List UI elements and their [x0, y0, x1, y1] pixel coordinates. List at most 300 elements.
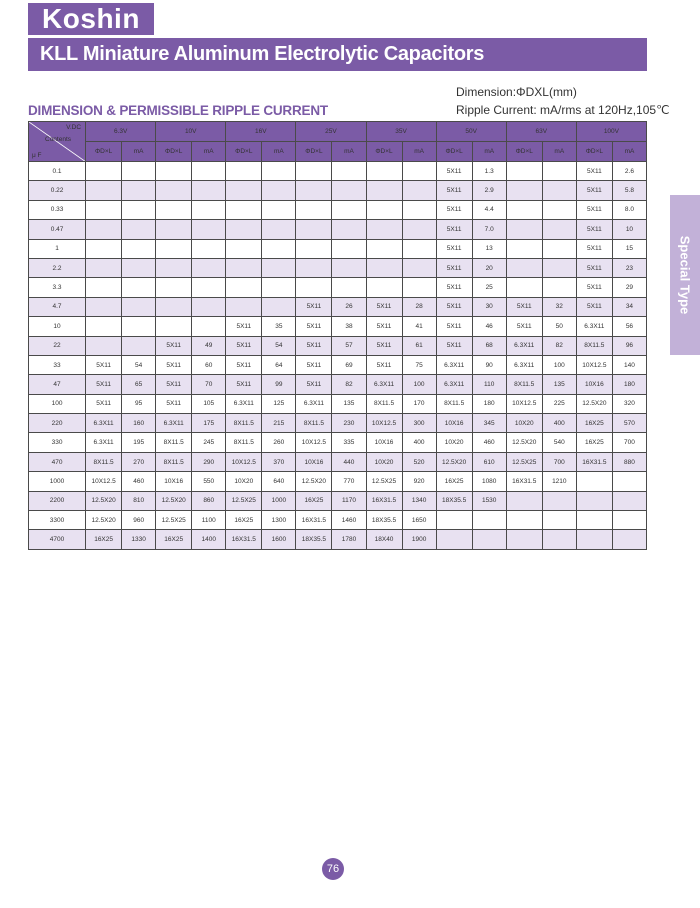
dimension-cell: 16X31.5 — [226, 530, 262, 549]
dimension-subheader: ΦD×L — [366, 142, 402, 162]
dimension-cell: 6.3X11 — [86, 414, 122, 433]
table-row — [29, 258, 647, 277]
dimension-cell: 12.5X25 — [226, 491, 262, 510]
ripple-current-cell: 170 — [402, 394, 436, 413]
ripple-current-cell: 215 — [262, 414, 296, 433]
ripple-subheader: mA — [542, 142, 576, 162]
dimension-cell — [156, 297, 192, 316]
table-row — [29, 297, 647, 316]
ripple-current-cell: 61 — [402, 336, 436, 355]
ripple-current-cell — [332, 239, 366, 258]
dimension-cell — [506, 162, 542, 181]
ripple-current-cell: 300 — [402, 414, 436, 433]
ripple-current-cell: 10 — [612, 220, 646, 239]
ripple-current-cell: 1000 — [262, 491, 296, 510]
dimension-cell — [366, 220, 402, 239]
dimension-cell: 5X11 — [436, 220, 472, 239]
voltage-header-row — [29, 122, 647, 142]
dimension-cell: 10X16 — [296, 452, 332, 471]
dimension-cell: 5X11 — [226, 336, 262, 355]
dimension-subheader: ΦD×L — [226, 142, 262, 162]
ripple-current-cell — [542, 278, 576, 297]
ripple-current-cell: 110 — [472, 375, 506, 394]
dimension-cell — [506, 278, 542, 297]
ripple-current-cell: 260 — [262, 433, 296, 452]
ripple-current-cell: 20 — [472, 258, 506, 277]
ripple-current-cell: 640 — [262, 472, 296, 491]
table-row — [29, 278, 647, 297]
dimension-cell — [156, 162, 192, 181]
dimension-cell — [436, 530, 472, 549]
table-corner-cell — [29, 122, 86, 162]
dimension-cell: 5X11 — [156, 375, 192, 394]
ripple-current-cell — [262, 162, 296, 181]
ripple-current-cell: 32 — [542, 297, 576, 316]
dimension-cell: 5X11 — [436, 181, 472, 200]
ripple-current-cell: 100 — [402, 375, 436, 394]
table-row — [29, 414, 647, 433]
dimension-cell: 6.3X11 — [506, 336, 542, 355]
capacitance-cell: 1000 — [29, 472, 86, 491]
page-number: 76 — [322, 858, 344, 880]
ripple-current-cell: 8.0 — [612, 200, 646, 219]
capacitance-cell: 2200 — [29, 491, 86, 510]
table-row — [29, 433, 647, 452]
dimension-cell — [226, 181, 262, 200]
ripple-current-cell — [192, 181, 226, 200]
ripple-current-cell: 180 — [472, 394, 506, 413]
table-row — [29, 472, 647, 491]
table-row — [29, 200, 647, 219]
ripple-current-cell: 1080 — [472, 472, 506, 491]
dimension-subheader: ΦD×L — [156, 142, 192, 162]
dimension-cell — [86, 317, 122, 336]
ripple-current-cell: 610 — [472, 452, 506, 471]
ripple-current-cell: 1100 — [192, 511, 226, 530]
ripple-current-cell — [192, 162, 226, 181]
ripple-current-cell: 96 — [612, 336, 646, 355]
dimension-cell — [506, 511, 542, 530]
table-body — [29, 162, 647, 550]
dimension-cell — [576, 511, 612, 530]
ripple-current-cell: 69 — [332, 355, 366, 374]
capacitance-cell: 22 — [29, 336, 86, 355]
dimension-cell: 12.5X20 — [86, 511, 122, 530]
dimension-cell — [156, 200, 192, 219]
dimension-cell: 10X12.5 — [576, 355, 612, 374]
dimension-cell: 16X31.5 — [506, 472, 542, 491]
capacitance-cell: 3.3 — [29, 278, 86, 297]
dimension-cell: 10X12.5 — [226, 452, 262, 471]
voltage-header: 35V — [366, 122, 436, 142]
dimension-cell: 16X25 — [576, 433, 612, 452]
dimension-cell: 12.5X20 — [436, 452, 472, 471]
dimension-cell: 5X11 — [366, 355, 402, 374]
dimension-cell: 18X35.5 — [436, 491, 472, 510]
ripple-current-note: Ripple Current: mA/rms at 120Hz,105℃ — [456, 103, 670, 117]
ripple-current-cell: 195 — [122, 433, 156, 452]
ripple-current-cell: 125 — [262, 394, 296, 413]
dimension-cell — [576, 472, 612, 491]
table-row — [29, 220, 647, 239]
ripple-current-cell: 41 — [402, 317, 436, 336]
ripple-current-cell: 50 — [542, 317, 576, 336]
dimension-subheader: ΦD×L — [436, 142, 472, 162]
dimension-cell — [296, 239, 332, 258]
ripple-current-cell: 1600 — [262, 530, 296, 549]
ripple-subheader: mA — [612, 142, 646, 162]
dimension-cell: 10X12.5 — [506, 394, 542, 413]
dimension-cell — [156, 220, 192, 239]
ripple-current-cell: 810 — [122, 491, 156, 510]
dimension-cell: 10X16 — [436, 414, 472, 433]
ripple-current-cell: 135 — [542, 375, 576, 394]
ripple-current-cell: 105 — [192, 394, 226, 413]
dimension-cell: 5X11 — [436, 239, 472, 258]
capacitance-cell: 100 — [29, 394, 86, 413]
dimension-cell: 5X11 — [436, 200, 472, 219]
ripple-current-cell: 15 — [612, 239, 646, 258]
dimension-cell — [156, 239, 192, 258]
dimension-cell — [296, 162, 332, 181]
ripple-current-cell — [122, 200, 156, 219]
capacitance-cell: 4.7 — [29, 297, 86, 316]
dimension-cell — [156, 258, 192, 277]
dimension-cell: 5X11 — [576, 162, 612, 181]
ripple-current-cell — [402, 239, 436, 258]
ripple-current-cell: 460 — [472, 433, 506, 452]
ripple-current-cell: 140 — [612, 355, 646, 374]
dimension-cell: 8X11.5 — [506, 375, 542, 394]
capacitance-cell: 1 — [29, 239, 86, 258]
ripple-current-cell: 270 — [122, 452, 156, 471]
dimension-cell — [366, 162, 402, 181]
dimension-cell: 16X31.5 — [296, 511, 332, 530]
dimension-cell: 16X25 — [86, 530, 122, 549]
dimension-cell — [506, 220, 542, 239]
table-row — [29, 181, 647, 200]
ripple-current-cell — [192, 200, 226, 219]
dimension-cell — [506, 181, 542, 200]
capacitance-cell: 2.2 — [29, 258, 86, 277]
corner-uf-label: μ F — [32, 152, 42, 159]
dimension-cell — [366, 181, 402, 200]
capacitance-cell: 0.47 — [29, 220, 86, 239]
dimension-subheader: ΦD×L — [506, 142, 542, 162]
dimension-cell: 10X16 — [156, 472, 192, 491]
dimension-cell: 8X11.5 — [156, 433, 192, 452]
dimension-cell — [436, 511, 472, 530]
voltage-header: 50V — [436, 122, 506, 142]
brand-logo: Koshin — [28, 3, 154, 35]
ripple-current-cell — [402, 258, 436, 277]
ripple-current-cell — [542, 530, 576, 549]
capacitance-cell: 330 — [29, 433, 86, 452]
dimension-cell — [506, 200, 542, 219]
ripple-current-cell: 99 — [262, 375, 296, 394]
dimension-subheader: ΦD×L — [86, 142, 122, 162]
dimension-cell: 5X11 — [226, 355, 262, 374]
ripple-subheader: mA — [402, 142, 436, 162]
dimension-cell: 5X11 — [436, 336, 472, 355]
ripple-current-cell: 1530 — [472, 491, 506, 510]
dimension-cell — [86, 200, 122, 219]
ripple-current-cell: 1340 — [402, 491, 436, 510]
ripple-current-cell: 46 — [472, 317, 506, 336]
dimension-cell: 10X20 — [436, 433, 472, 452]
subheader-row — [29, 142, 647, 162]
ripple-current-cell: 28 — [402, 297, 436, 316]
table-row — [29, 317, 647, 336]
ripple-current-cell — [262, 239, 296, 258]
dimension-cell: 5X11 — [576, 278, 612, 297]
capacitance-cell: 220 — [29, 414, 86, 433]
ripple-current-cell — [192, 258, 226, 277]
dimension-cell: 12.5X25 — [366, 472, 402, 491]
dimension-cell — [226, 297, 262, 316]
voltage-header: 10V — [156, 122, 226, 142]
ripple-current-cell: 13 — [472, 239, 506, 258]
ripple-current-cell — [472, 530, 506, 549]
dimension-cell: 10X12.5 — [366, 414, 402, 433]
ripple-current-cell — [542, 162, 576, 181]
ripple-current-cell — [122, 336, 156, 355]
dimension-cell — [576, 491, 612, 510]
dimension-cell — [86, 162, 122, 181]
dimension-cell: 12.5X20 — [296, 472, 332, 491]
dimension-cell — [226, 258, 262, 277]
ripple-current-cell: 49 — [192, 336, 226, 355]
dimension-cell — [86, 239, 122, 258]
dimension-cell: 10X20 — [366, 452, 402, 471]
ripple-current-cell — [192, 317, 226, 336]
spec-table — [28, 121, 647, 550]
dimension-cell: 18X40 — [366, 530, 402, 549]
capacitance-cell: 470 — [29, 452, 86, 471]
ripple-current-cell — [122, 162, 156, 181]
capacitance-cell: 0.33 — [29, 200, 86, 219]
ripple-current-cell: 245 — [192, 433, 226, 452]
dimension-cell: 5X11 — [366, 297, 402, 316]
ripple-current-cell — [122, 297, 156, 316]
ripple-current-cell: 65 — [122, 375, 156, 394]
ripple-current-cell: 880 — [612, 452, 646, 471]
ripple-subheader: mA — [122, 142, 156, 162]
side-tab-label: Special Type — [677, 235, 693, 315]
dimension-cell: 12.5X20 — [86, 491, 122, 510]
dimension-cell: 10X16 — [576, 375, 612, 394]
dimension-cell: 12.5X25 — [156, 511, 192, 530]
ripple-current-cell: 175 — [192, 414, 226, 433]
ripple-current-cell: 135 — [332, 394, 366, 413]
table-row — [29, 375, 647, 394]
ripple-current-cell: 95 — [122, 394, 156, 413]
ripple-current-cell: 4.4 — [472, 200, 506, 219]
dimension-cell: 8X11.5 — [156, 452, 192, 471]
ripple-current-cell: 1330 — [122, 530, 156, 549]
ripple-current-cell: 34 — [612, 297, 646, 316]
side-tab-special-type — [670, 195, 700, 355]
dimension-note: Dimension:ΦDXL(mm) — [456, 85, 577, 99]
dimension-cell — [86, 181, 122, 200]
dimension-cell: 5X11 — [296, 336, 332, 355]
table-row — [29, 530, 647, 549]
dimension-cell — [506, 258, 542, 277]
dimension-cell: 18X35.5 — [366, 511, 402, 530]
dimension-cell: 6.3X11 — [86, 433, 122, 452]
ripple-current-cell: 1.3 — [472, 162, 506, 181]
dimension-cell: 6.3X11 — [226, 394, 262, 413]
ripple-current-cell — [332, 278, 366, 297]
capacitance-cell: 47 — [29, 375, 86, 394]
dimension-cell: 12.5X20 — [506, 433, 542, 452]
ripple-current-cell: 54 — [262, 336, 296, 355]
ripple-current-cell — [122, 317, 156, 336]
ripple-current-cell — [542, 181, 576, 200]
ripple-current-cell: 1900 — [402, 530, 436, 549]
dimension-cell — [156, 317, 192, 336]
ripple-current-cell — [262, 278, 296, 297]
ripple-current-cell: 370 — [262, 452, 296, 471]
dimension-subheader: ΦD×L — [296, 142, 332, 162]
dimension-cell — [86, 336, 122, 355]
dimension-cell: 6.3X11 — [156, 414, 192, 433]
ripple-subheader: mA — [262, 142, 296, 162]
ripple-current-cell — [402, 162, 436, 181]
ripple-current-cell: 230 — [332, 414, 366, 433]
dimension-cell: 8X11.5 — [226, 433, 262, 452]
voltage-header: 16V — [226, 122, 296, 142]
ripple-current-cell: 700 — [542, 452, 576, 471]
dimension-cell — [226, 278, 262, 297]
ripple-current-cell: 920 — [402, 472, 436, 491]
ripple-current-cell: 75 — [402, 355, 436, 374]
ripple-current-cell: 1460 — [332, 511, 366, 530]
dimension-cell — [86, 220, 122, 239]
table-row — [29, 355, 647, 374]
ripple-current-cell — [262, 220, 296, 239]
ripple-current-cell — [542, 491, 576, 510]
ripple-current-cell: 56 — [612, 317, 646, 336]
ripple-current-cell: 860 — [192, 491, 226, 510]
dimension-cell: 5X11 — [436, 278, 472, 297]
ripple-current-cell: 1210 — [542, 472, 576, 491]
ripple-current-cell — [542, 200, 576, 219]
ripple-current-cell — [542, 511, 576, 530]
ripple-current-cell: 160 — [122, 414, 156, 433]
dimension-cell: 10X20 — [226, 472, 262, 491]
dimension-cell: 5X11 — [576, 297, 612, 316]
ripple-current-cell — [192, 239, 226, 258]
dimension-cell — [296, 258, 332, 277]
ripple-current-cell: 335 — [332, 433, 366, 452]
voltage-header: 25V — [296, 122, 366, 142]
dimension-cell: 5X11 — [86, 394, 122, 413]
ripple-current-cell: 180 — [612, 375, 646, 394]
dimension-cell — [366, 278, 402, 297]
ripple-current-cell: 400 — [542, 414, 576, 433]
ripple-subheader: mA — [332, 142, 366, 162]
dimension-cell — [226, 200, 262, 219]
ripple-current-cell — [122, 258, 156, 277]
capacitance-cell: 3300 — [29, 511, 86, 530]
dimension-cell — [366, 239, 402, 258]
dimension-cell: 5X11 — [226, 317, 262, 336]
ripple-current-cell — [122, 278, 156, 297]
dimension-cell — [296, 200, 332, 219]
ripple-current-cell: 54 — [122, 355, 156, 374]
voltage-header: 6.3V — [86, 122, 156, 142]
capacitance-cell: 0.22 — [29, 181, 86, 200]
table-row — [29, 491, 647, 510]
dimension-cell: 18X35.5 — [296, 530, 332, 549]
ripple-current-cell — [122, 181, 156, 200]
ripple-current-cell: 570 — [612, 414, 646, 433]
dimension-cell: 10X20 — [506, 414, 542, 433]
dimension-cell: 5X11 — [86, 375, 122, 394]
dimension-cell: 16X25 — [156, 530, 192, 549]
ripple-current-cell: 5.8 — [612, 181, 646, 200]
ripple-current-cell: 57 — [332, 336, 366, 355]
ripple-current-cell — [542, 220, 576, 239]
dimension-cell: 5X11 — [296, 375, 332, 394]
ripple-current-cell — [332, 200, 366, 219]
dimension-cell: 16X31.5 — [366, 491, 402, 510]
ripple-current-cell — [332, 258, 366, 277]
ripple-current-cell — [192, 278, 226, 297]
ripple-current-cell: 1780 — [332, 530, 366, 549]
ripple-current-cell — [542, 258, 576, 277]
ripple-current-cell: 29 — [612, 278, 646, 297]
ripple-current-cell — [612, 472, 646, 491]
ripple-current-cell: 23 — [612, 258, 646, 277]
dimension-cell — [86, 297, 122, 316]
ripple-current-cell: 225 — [542, 394, 576, 413]
dimension-cell: 5X11 — [156, 355, 192, 374]
dimension-cell: 5X11 — [366, 317, 402, 336]
ripple-current-cell: 64 — [262, 355, 296, 374]
dimension-cell: 5X11 — [366, 336, 402, 355]
dimension-cell — [576, 530, 612, 549]
ripple-current-cell: 2.6 — [612, 162, 646, 181]
dimension-cell — [296, 220, 332, 239]
ripple-current-cell — [402, 200, 436, 219]
ripple-current-cell: 320 — [612, 394, 646, 413]
ripple-current-cell: 26 — [332, 297, 366, 316]
ripple-current-cell: 520 — [402, 452, 436, 471]
ripple-current-cell: 440 — [332, 452, 366, 471]
ripple-current-cell: 70 — [192, 375, 226, 394]
ripple-current-cell: 960 — [122, 511, 156, 530]
dimension-cell — [366, 200, 402, 219]
dimension-cell: 8X11.5 — [576, 336, 612, 355]
dimension-cell: 6.3X11 — [506, 355, 542, 374]
dimension-cell — [226, 162, 262, 181]
ripple-current-cell: 7.0 — [472, 220, 506, 239]
dimension-cell: 5X11 — [506, 297, 542, 316]
ripple-current-cell — [402, 220, 436, 239]
dimension-cell: 5X11 — [296, 355, 332, 374]
dimension-cell: 6.3X11 — [366, 375, 402, 394]
dimension-cell: 12.5X20 — [576, 394, 612, 413]
dimension-cell — [506, 491, 542, 510]
ripple-subheader: mA — [192, 142, 226, 162]
ripple-current-cell: 700 — [612, 433, 646, 452]
ripple-current-cell: 25 — [472, 278, 506, 297]
ripple-current-cell — [262, 297, 296, 316]
ripple-current-cell — [612, 491, 646, 510]
ripple-current-cell — [122, 220, 156, 239]
